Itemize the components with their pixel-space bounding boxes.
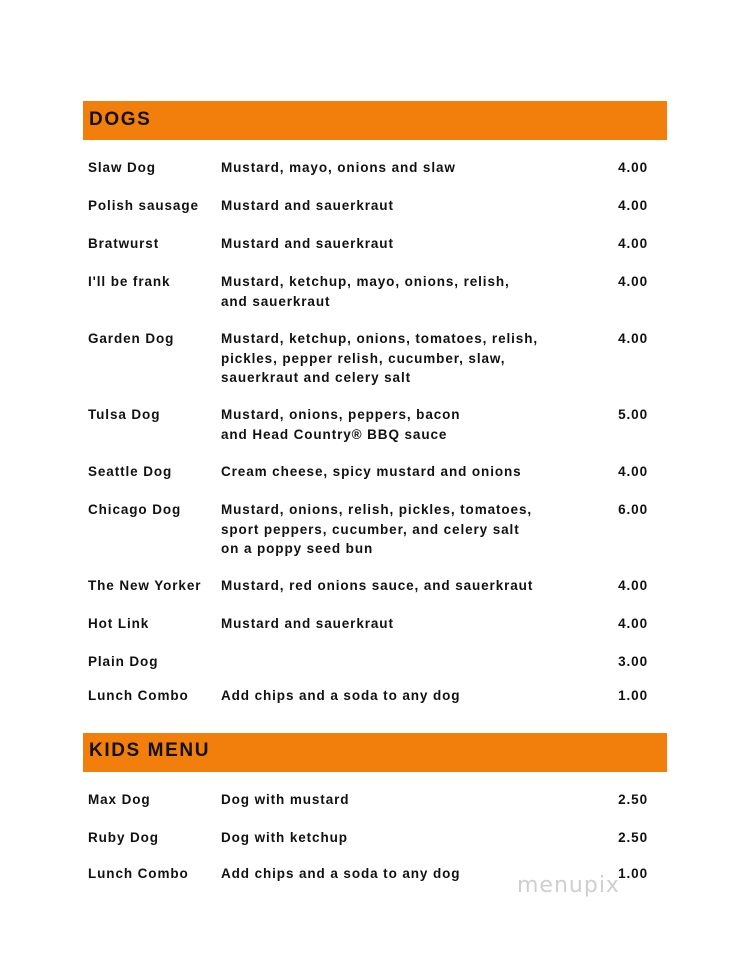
item-price: 2.50 bbox=[618, 792, 648, 807]
item-price: 5.00 bbox=[618, 407, 648, 422]
item-description: Add chips and a soda to any dog bbox=[221, 866, 461, 881]
item-description: Mustard and sauerkraut bbox=[221, 198, 394, 213]
item-description: Cream cheese, spicy mustard and onions bbox=[221, 464, 522, 479]
item-price: 4.00 bbox=[618, 198, 648, 213]
item-price: 4.00 bbox=[618, 274, 648, 289]
item-description: Mustard and sauerkraut bbox=[221, 616, 394, 631]
section-title: KIDS MENU bbox=[89, 740, 211, 761]
item-name: Hot Link bbox=[88, 616, 150, 631]
item-name: The New Yorker bbox=[88, 578, 202, 593]
item-name: Slaw Dog bbox=[88, 160, 156, 175]
item-description: Mustard, red onions sauce, and sauerkraut bbox=[221, 578, 534, 593]
section-title: DOGS bbox=[89, 109, 152, 130]
item-price: 4.00 bbox=[618, 616, 648, 631]
item-price: 6.00 bbox=[618, 502, 648, 517]
item-name: Tulsa Dog bbox=[88, 407, 161, 422]
item-price: 1.00 bbox=[618, 688, 648, 703]
item-name: I'll be frank bbox=[88, 274, 171, 289]
item-price: 1.00 bbox=[618, 866, 648, 881]
item-name: Chicago Dog bbox=[88, 502, 182, 517]
item-description: Add chips and a soda to any dog bbox=[221, 688, 461, 703]
item-name: Lunch Combo bbox=[88, 866, 189, 881]
item-description: Mustard, onions, peppers, bacon and Head Country® BBQ sauce bbox=[221, 407, 461, 442]
item-description: Mustard, onions, relish, pickles, tomatoes, sport peppers, cucumber, and celery salt on a poppy seed bun bbox=[221, 502, 533, 556]
item-price: 4.00 bbox=[618, 331, 648, 346]
item-price: 4.00 bbox=[618, 464, 648, 479]
item-name: Plain Dog bbox=[88, 654, 159, 669]
watermark-logo: menupix bbox=[517, 873, 620, 898]
item-price: 4.00 bbox=[618, 160, 648, 175]
item-description: Mustard and sauerkraut bbox=[221, 236, 394, 251]
item-description: Dog with mustard bbox=[221, 792, 350, 807]
item-name: Max Dog bbox=[88, 792, 151, 807]
item-price: 2.50 bbox=[618, 830, 648, 845]
item-name: Lunch Combo bbox=[88, 688, 189, 703]
item-price: 4.00 bbox=[618, 236, 648, 251]
item-name: Seattle Dog bbox=[88, 464, 173, 479]
item-price: 3.00 bbox=[618, 654, 648, 669]
item-name: Garden Dog bbox=[88, 331, 175, 346]
item-description: Mustard, ketchup, mayo, onions, relish, and sauerkraut bbox=[221, 274, 510, 309]
item-name: Ruby Dog bbox=[88, 830, 159, 845]
section-header-dogs bbox=[83, 101, 667, 140]
item-price: 4.00 bbox=[618, 578, 648, 593]
section-header-kids-menu bbox=[83, 733, 667, 772]
item-description: Mustard, mayo, onions and slaw bbox=[221, 160, 456, 175]
item-description: Mustard, ketchup, onions, tomatoes, relish, pickles, pepper relish, cucumber, slaw, sauerkraut and celery salt bbox=[221, 331, 538, 385]
item-name: Polish sausage bbox=[88, 198, 199, 213]
item-description: Dog with ketchup bbox=[221, 830, 348, 845]
item-name: Bratwurst bbox=[88, 236, 160, 251]
